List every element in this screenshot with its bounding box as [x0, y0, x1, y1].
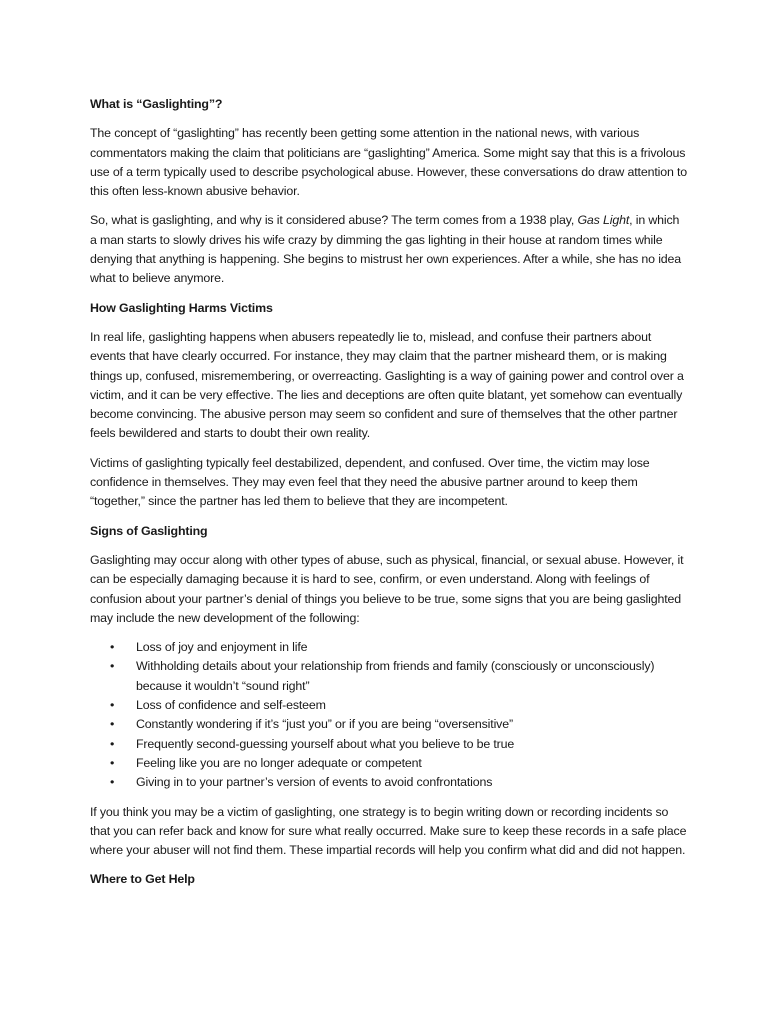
paragraph-strategy: If you think you may be a victim of gaslighting, one strategy is to begin writing down or recording incidents so that you can refer back and know for sure what really occurred. Make sure to keep these records in a safe place where your abuser will not find them. These impartial records will help you confirm what did and did not happen.: [90, 804, 687, 858]
heading-signs: Signs of Gaslighting: [90, 523, 208, 538]
heading-what-is-gaslighting: What is “Gaslighting”?: [90, 97, 223, 111]
paragraph-intro: The concept of “gaslighting” has recently been getting some attention in the national news, with various commentators making the claim that politicians are “gaslighting” America. Some might say that this is a frivolous use of a term typically used to describe psychological abuse. However, these conversations do draw attention to this often less-known abusive behavior.: [90, 126, 688, 199]
paragraph-origin: [90, 211, 688, 288]
play-title: Gas Light: [577, 213, 630, 228]
paragraph-real-life: In real life, gaslighting happens when abusers repeatedly lie to, mislead, and confuse their partners about events that have clearly occurred. For instance, they may claim that the partner misheard them, or is making things up, confused, misremembering, or overreacting. Gaslighting is a way of gaining power and control over a victim, and it can be very effective. The lies and deceptions are often quite blatant, yet somehow can eventually become convincing. The abusive person may seem so confident and sure of themselves that the other partner feels bewildered and starts to doubt their own reality.: [90, 329, 684, 441]
paragraph-victims: Victims of gaslighting typically feel destabilized, dependent, and confused. Over time, the victim may lose confidence in themselves. They may even feel that they need the abusive partner around to keep them “together,” since the partner has led them to believe that they are incompetent.: [90, 455, 650, 509]
list-item: • Loss of joy and enjoyment in life: [136, 638, 688, 657]
paragraph-origin-part1: So, what is gaslighting, and why is it considered abuse? The term comes from a 1938 play,: [90, 213, 578, 228]
heading-where-to-get-help: Where to Get Help: [90, 872, 195, 887]
list-item: • Frequently second-guessing yourself about what you believe to be true: [136, 735, 688, 754]
list-item: • Withholding details about your relationship from friends and family (consciously or unconsciously) because it wouldn’t “sound right”: [136, 657, 688, 696]
list-item: • Loss of confidence and self-esteem: [136, 696, 688, 715]
heading-how-gaslighting-harms: How Gaslighting Harms Victims: [90, 300, 273, 315]
signs-list: [90, 638, 688, 792]
paragraph-signs-intro: Gaslighting may occur along with other types of abuse, such as physical, financial, or sexual abuse. However, it can be especially damaging because it is hard to see, confirm, or even understand. Along with feelings of confusion about your partner’s denial of things you believe to be true, some signs that you are being gaslighted may include the new development of the following:: [90, 552, 684, 625]
list-item: • Constantly wondering if it’s “just you” or if you are being “oversensitive”: [136, 715, 688, 734]
list-item: • Giving in to your partner’s version of events to avoid confrontations: [136, 773, 688, 792]
paragraph-origin-part2: , in which a man starts to slowly drives his wife crazy by dimming the gas lighting in their house at random times while denying that anything is happening. She begins to mistrust her own experiences. After a while, she has no idea what to believe anymore.: [90, 213, 682, 286]
list-item: • Feeling like you are no longer adequate or competent: [136, 754, 688, 773]
